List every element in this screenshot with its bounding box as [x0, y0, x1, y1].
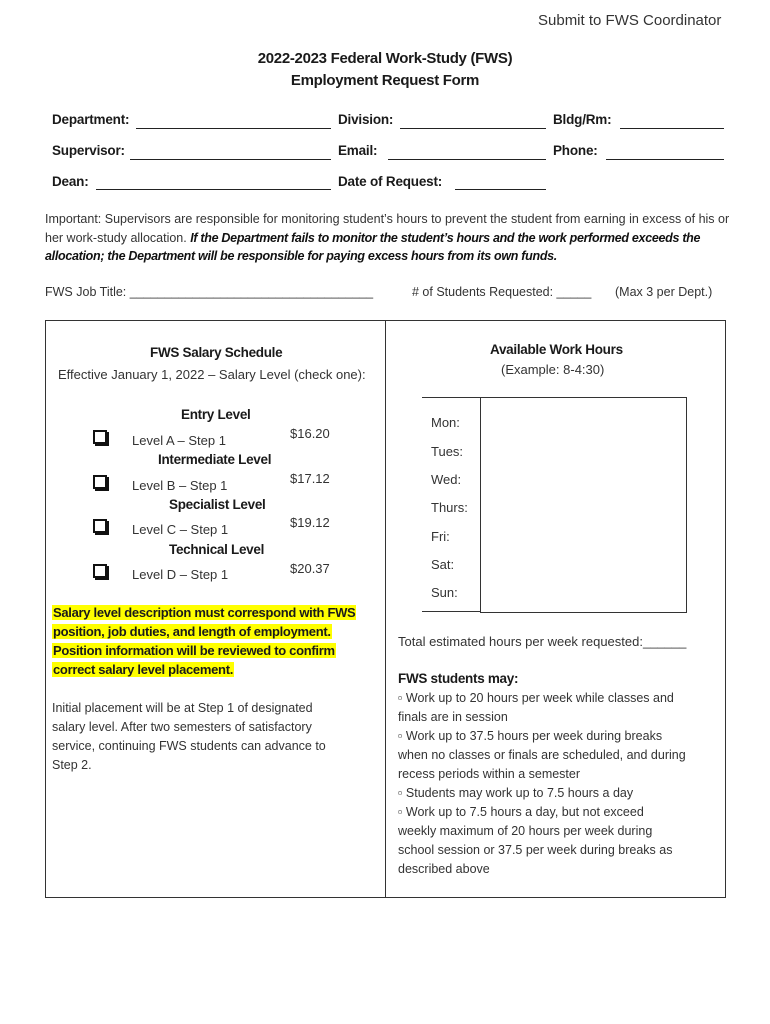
rule-line: weekly maximum of 20 hours per week during: [398, 824, 653, 838]
supervisor-field[interactable]: [130, 159, 331, 160]
salary-highlight-note: [52, 603, 356, 679]
phone-label: Phone:: [553, 143, 598, 158]
department-field[interactable]: [136, 128, 331, 129]
highlight-line: correct salary level placement.: [53, 662, 234, 677]
level-rate-b: $17.12: [290, 471, 330, 486]
placement-line: Step 2.: [52, 758, 92, 772]
date-of-request-field[interactable]: [455, 189, 546, 190]
box-divider: [385, 320, 386, 898]
level-category-technical: Technical Level: [169, 542, 265, 557]
students-requested-field[interactable]: # of Students Requested: _____: [412, 285, 592, 299]
important-notice-text: Important: Supervisors are responsible for monitoring student’s hours to prevent the student from earning in excess of his or her work-study allocation.: [45, 212, 730, 245]
submit-to-coordinator: Submit to FWS Coordinator: [538, 12, 722, 29]
placement-paragraph: [52, 699, 326, 775]
rule-line: school session or 37.5 per week during breaks as: [398, 843, 673, 857]
work-hours-example: (Example: 8-4:30): [501, 362, 605, 377]
rule-line: recess periods within a semester: [398, 767, 581, 781]
placement-line: Initial placement will be at Step 1 of designated: [52, 701, 313, 715]
total-hours-field[interactable]: Total estimated hours per week requested:______: [398, 634, 687, 649]
form-title-line1: 2022-2023 Federal Work-Study (FWS): [257, 50, 513, 67]
level-rate-a: $16.20: [290, 426, 330, 441]
day-label-fri: Fri:: [431, 529, 450, 544]
rule-line: ▫ Students may work up to 7.5 hours a day: [398, 786, 634, 800]
day-label-thurs: Thurs:: [431, 500, 468, 515]
work-hours-input-box[interactable]: [480, 397, 687, 613]
checkbox-level-b[interactable]: [93, 475, 107, 489]
form-title-line2: Employment Request Form: [290, 72, 480, 89]
bldg-rm-field[interactable]: [620, 128, 724, 129]
department-label: Department:: [52, 112, 130, 127]
day-label-sat: Sat:: [431, 557, 455, 572]
division-field[interactable]: [400, 128, 546, 129]
dean-label: Dean:: [52, 174, 89, 189]
email-label: Email:: [338, 143, 378, 158]
work-hours-heading: Available Work Hours: [490, 342, 623, 357]
highlight-line: position, job duties, and length of employment.: [53, 624, 331, 639]
level-step-b: Level B – Step 1: [132, 478, 228, 493]
level-rate-d: $20.37: [290, 561, 330, 576]
rule-line: when no classes or finals are scheduled, and during: [398, 748, 686, 762]
supervisor-label: Supervisor:: [52, 143, 125, 158]
salary-effective-text: Effective January 1, 2022 – Salary Level (check one):: [58, 367, 366, 382]
level-category-specialist: Specialist Level: [169, 497, 266, 512]
level-rate-c: $19.12: [290, 515, 330, 530]
highlight-line: Salary level description must correspond with FWS: [53, 605, 356, 620]
day-label-wed: Wed:: [431, 472, 462, 487]
checkbox-level-c[interactable]: [93, 519, 107, 533]
level-category-intermediate: Intermediate Level: [158, 452, 272, 467]
highlight-line: Position information will be reviewed to confirm: [53, 643, 335, 658]
checkbox-level-d[interactable]: [93, 564, 107, 578]
max-per-dept-note: (Max 3 per Dept.): [615, 285, 713, 299]
date-of-request-label: Date of Request:: [338, 174, 443, 189]
rule-line: finals are in session: [398, 710, 508, 724]
day-label-sun: Sun:: [431, 585, 458, 600]
fws-rules-list: [398, 689, 686, 879]
level-step-a: Level A – Step 1: [132, 433, 226, 448]
rule-line: ▫ Work up to 20 hours per week while classes and: [398, 691, 674, 705]
important-notice: [45, 210, 735, 266]
salary-schedule-heading: FWS Salary Schedule: [150, 345, 283, 360]
important-notice-emphasis: If the Department fails to monitor the student’s hours and the work performed exceeds the allocation; the Department will be responsible for paying excess hours from its own funds.: [45, 230, 701, 263]
rule-line: ▫ Work up to 7.5 hours a day, but not exceed: [398, 805, 644, 819]
checkbox-level-a[interactable]: [93, 430, 107, 444]
bldg-rm-label: Bldg/Rm:: [553, 112, 612, 127]
fws-students-may-heading: FWS students may:: [398, 671, 519, 686]
day-label-tues: Tues:: [431, 444, 464, 459]
division-label: Division:: [338, 112, 394, 127]
level-category-entry: Entry Level: [181, 407, 251, 422]
placement-line: service, continuing FWS students can advance to: [52, 739, 326, 753]
days-bottom-rule: [422, 611, 480, 612]
email-field[interactable]: [388, 159, 546, 160]
day-label-mon: Mon:: [431, 415, 460, 430]
days-top-rule: [422, 397, 480, 398]
level-step-c: Level C – Step 1: [132, 522, 229, 537]
placement-line: salary level. After two semesters of satisfactory: [52, 720, 312, 734]
level-step-d: Level D – Step 1: [132, 567, 229, 582]
rule-line: described above: [398, 862, 490, 876]
dean-field[interactable]: [96, 189, 331, 190]
rule-line: ▫ Work up to 37.5 hours per week during breaks: [398, 729, 663, 743]
job-title-field[interactable]: FWS Job Title: ___________________________________: [45, 285, 374, 299]
phone-field[interactable]: [606, 159, 724, 160]
